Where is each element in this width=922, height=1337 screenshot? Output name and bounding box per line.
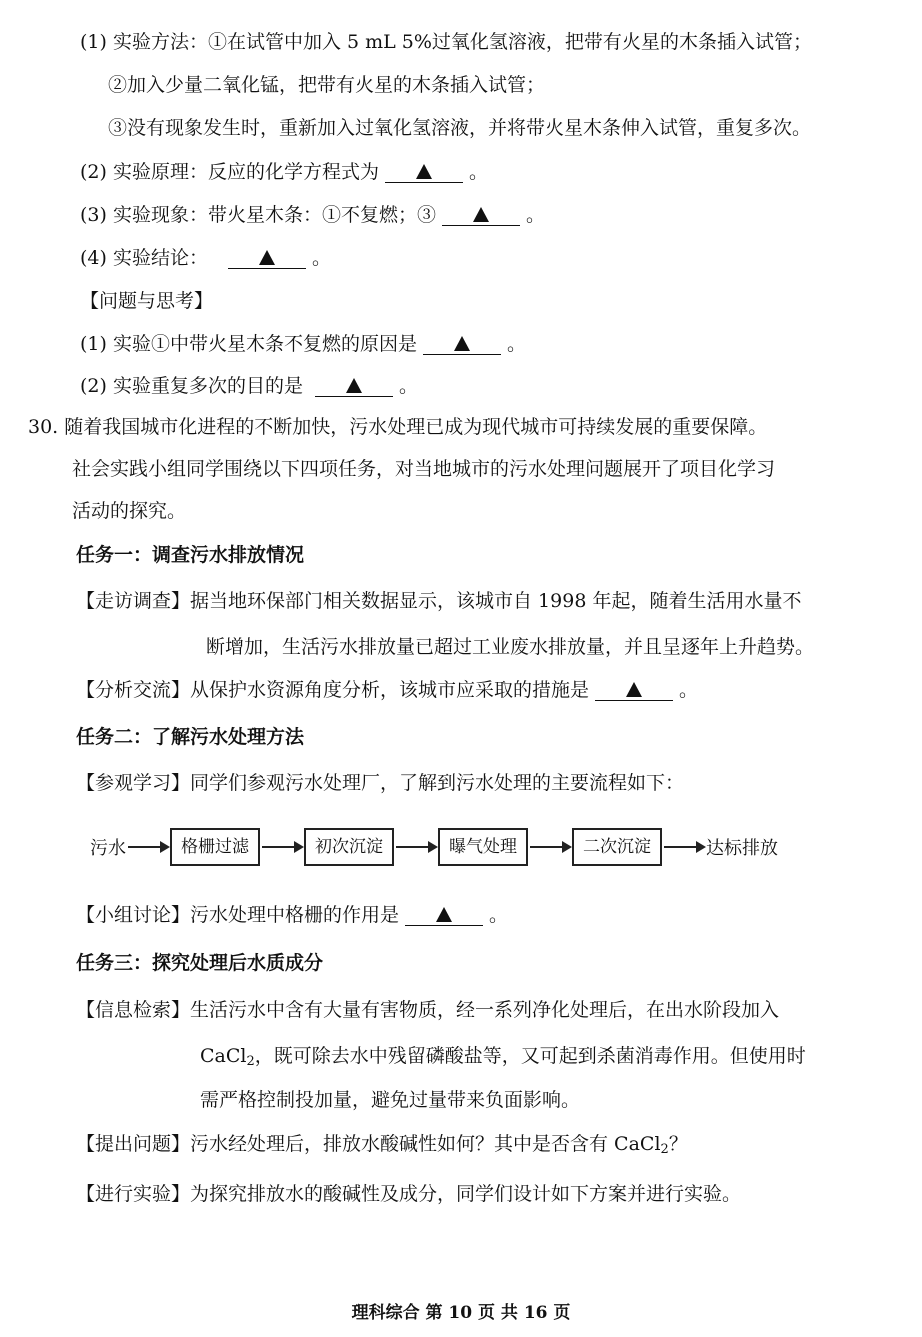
subscript: 2 [660, 1142, 669, 1157]
chem-formula: CaCl [200, 1045, 247, 1067]
page-footer: 理科综合 第 10 页 共 16 页 [351, 1303, 571, 1323]
method-line-1: (1) 实验方法：①在试管中加入 5 mL 5%过氧化氢溶液，把带有火星的木条插入试管； [80, 31, 812, 53]
flow-step: 格栅过滤 [170, 828, 260, 866]
q30-line-2: 社会实践小组同学围绕以下四项任务，对当地城市的污水处理问题展开了项目化学习 [72, 458, 776, 480]
task3-info-text-2: ，既可除去水中残留磷酸盐等，又可起到杀菌消毒作用。但使用时 [254, 1045, 806, 1067]
task3-question-line [76, 1132, 688, 1162]
flow-start: 污水 [90, 838, 126, 859]
arrow-right-icon [396, 846, 436, 848]
think-q2-text: (2) 实验重复多次的目的是 [80, 375, 303, 397]
task3-experiment-label: 【进行实验】 [76, 1183, 191, 1205]
answer-blank[interactable] [405, 905, 483, 926]
conclusion-end: 。 [311, 247, 331, 269]
answer-blank[interactable] [315, 376, 393, 397]
task2-discuss-label: 【小组讨论】 [76, 904, 191, 926]
flow-end: 达标排放 [706, 838, 778, 859]
arrow-right-icon [530, 846, 570, 848]
principle-end: 。 [468, 161, 488, 183]
task3-info-line-1 [76, 998, 779, 1022]
subscript: 2 [246, 1054, 255, 1069]
answer-blank[interactable] [385, 162, 463, 183]
method-line-2: ②加入少量二氧化锰，把带有火星的木条插入试管； [108, 74, 546, 96]
arrow-right-icon [664, 846, 704, 848]
process-flowchart [90, 822, 778, 872]
q30-line-1: 30. 随着我国城市化进程的不断加快，污水处理已成为现代城市可持续发展的重要保障。 [28, 416, 768, 438]
task3-question-end: ？ [668, 1133, 688, 1155]
triangle-icon [454, 336, 470, 351]
answer-blank[interactable] [228, 248, 306, 269]
task2-visit-line [76, 771, 684, 795]
task3-info-text-1: 生活污水中含有大量有害物质，经一系列净化处理后，在出水阶段加入 [190, 999, 780, 1021]
answer-blank[interactable] [423, 334, 501, 355]
task3-question-text: 污水经处理后，排放水酸碱性如何？其中是否含有 CaCl [190, 1133, 661, 1155]
think-q2-end: 。 [398, 375, 418, 397]
answer-blank[interactable] [595, 680, 673, 701]
think-q1-line [80, 332, 526, 356]
task3-info-line-3: 需严格控制投加量，避免过量带来负面影响。 [200, 1089, 581, 1111]
task3-title: 任务三：探究处理后水质成分 [76, 952, 324, 974]
phenomenon-line [80, 203, 545, 227]
triangle-icon [259, 250, 275, 265]
conclusion-text: (4) 实验结论： [80, 247, 208, 269]
task3-info-line-2 [200, 1044, 806, 1074]
task2-discuss-text: 污水处理中格栅的作用是 [190, 904, 400, 926]
task3-experiment-line [76, 1182, 741, 1206]
task3-experiment-text: 为探究排放水的酸碱性及成分，同学们设计如下方案并进行实验。 [190, 1183, 742, 1205]
think-q1-end: 。 [506, 333, 526, 355]
task1-analysis-line [76, 678, 698, 702]
method-line-3: ③没有现象发生时，重新加入过氧化氢溶液，并将带火星木条伸入试管，重复多次。 [108, 117, 812, 139]
task3-info-label: 【信息检索】 [76, 999, 191, 1021]
q30-line-3: 活动的探究。 [72, 500, 187, 522]
triangle-icon [626, 682, 642, 697]
flow-step: 二次沉淀 [572, 828, 662, 866]
triangle-icon [346, 378, 362, 393]
task1-visit-label: 【走访调查】 [76, 590, 191, 612]
think-q1-text: (1) 实验①中带火星木条不复燃的原因是 [80, 333, 417, 355]
phenomenon-text: (3) 实验现象：带火星木条：①不复燃；③ [80, 204, 436, 226]
triangle-icon [473, 207, 489, 222]
phenomenon-end: 。 [525, 204, 545, 226]
task2-discuss-end: 。 [489, 904, 509, 926]
task1-analysis-text: 从保护水资源角度分析，该城市应采取的措施是 [190, 679, 590, 701]
triangle-icon [436, 907, 452, 922]
arrow-right-icon [128, 846, 168, 848]
conclusion-line [80, 246, 331, 270]
task1-title: 任务一：调查污水排放情况 [76, 544, 305, 566]
principle-line [80, 160, 488, 184]
task2-discuss-line [76, 903, 508, 927]
task2-title: 任务二：了解污水处理方法 [76, 726, 305, 748]
task2-visit-text: 同学们参观污水处理厂，了解到污水处理的主要流程如下： [190, 772, 685, 794]
flow-step: 曝气处理 [438, 828, 528, 866]
task1-visit-text-1: 据当地环保部门相关数据显示，该城市自 1998 年起，随着生活用水量不 [190, 590, 802, 612]
think-heading: 【问题与思考】 [80, 290, 214, 312]
arrow-right-icon [262, 846, 302, 848]
principle-text: (2) 实验原理：反应的化学方程式为 [80, 161, 379, 183]
task1-analysis-end: 。 [679, 679, 699, 701]
answer-blank[interactable] [442, 205, 520, 226]
triangle-icon [416, 164, 432, 179]
flow-step: 初次沉淀 [304, 828, 394, 866]
task1-analysis-label: 【分析交流】 [76, 679, 191, 701]
task1-visit-line-2: 断增加，生活污水排放量已超过工业废水排放量，并且呈逐年上升趋势。 [206, 636, 815, 658]
think-q2-line [80, 374, 418, 398]
task1-visit-line-1 [76, 589, 801, 613]
task2-visit-label: 【参观学习】 [76, 772, 191, 794]
task3-question-label: 【提出问题】 [76, 1133, 191, 1155]
